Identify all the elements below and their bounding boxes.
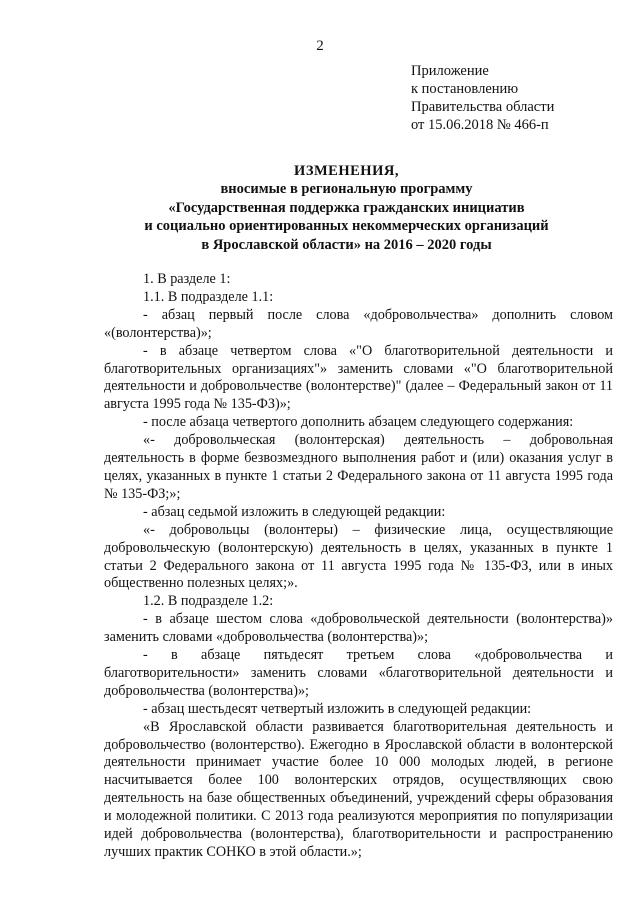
paragraph: - в абзаце четвертом слова «"О благотворительной деятельности и благотворительных организациях"» заменить словами «"О благотворительной деятельности и добровольчестве (волонтерстве)" (далее – Федеральный закон от 11 августа 1995 года № 135-ФЗ)»; — [104, 342, 613, 413]
page-number: 2 — [316, 38, 324, 54]
paragraph: 1. В разделе 1: — [143, 271, 231, 287]
heading-line: и социально ориентированных некоммерческих организаций — [144, 218, 549, 235]
heading-line: в Ярославской области» на 2016 – 2020 годы — [201, 236, 492, 253]
paragraph: - после абзаца четвертого дополнить абзацем следующего содержания: — [143, 414, 574, 431]
document-title: ИЗМЕНЕНИЯ, — [294, 163, 399, 179]
paragraph: 1.2. В подразделе 1.2: — [143, 593, 274, 610]
heading-line: «Государственная поддержка гражданских инициатив — [168, 199, 525, 216]
appendix-line: Приложение — [411, 63, 489, 79]
document-heading — [80, 162, 613, 254]
appendix-line: от 15.06.2018 № 466-п — [411, 117, 549, 133]
appendix-line: к постановлению — [411, 81, 519, 97]
appendix-line: Правительства области — [411, 99, 555, 115]
paragraph: 1.1. В подразделе 1.1: — [143, 288, 274, 305]
paragraph: - абзац первый после слова «добровольчества» дополнить словом «(волонтерства)»; — [104, 306, 613, 341]
heading-line: вносимые в региональную программу — [220, 181, 473, 198]
paragraph: «- добровольческая (волонтерская) деятельность – добровольная деятельность в форме безвозмездного выполнения работ и (или) оказания услуг в целях, указанных в пункте 1 статьи 2 Федерального закона от 11 августа 1995 года № 135-ФЗ;»; — [104, 432, 613, 502]
paragraph: «- добровольцы (волонтеры) – физические лица, осуществляющие добровольческую (волонтерскую) деятельность в целях, указанных в пункте 1 статьи 2 Федерального закона от 11 августа 1995 года № 135-ФЗ, или в иных общественно полезных целях;». — [104, 521, 613, 592]
document-body — [104, 271, 613, 862]
paragraph: «В Ярославской области развивается благотворительная деятельность и добровольчество (волонтерство). Ежегодно в Ярославской области в волонтерской деятельности принимает участие более 10 000 молодых людей, в регионе насчитывается более 100 волонтерских отрядов, осуществляющих свою деятельность на базе общественных объединений, учреждений сферы образования и молодежной политики. С 2013 года реализуются мероприятия по популяризации идей добровольчества (волонтерства), благотворительности и распространению лучших практик СОНКО в этой области.»; — [104, 718, 613, 860]
paragraph: - в абзаце шестом слова «добровольческой деятельности (волонтерства)» заменить словами «добровольчества (волонтерства)»; — [104, 611, 613, 646]
appendix-block — [411, 62, 554, 134]
paragraph: - абзац шестьдесят четвертый изложить в следующей редакции: — [143, 700, 532, 717]
paragraph: - в абзаце пятьдесят третьем слова «добровольчества и благотворительности» заменить словами «благотворительной деятельности и добровольчества (волонтерства)»; — [104, 647, 613, 699]
paragraph: - абзац седьмой изложить в следующей редакции: — [143, 503, 446, 520]
